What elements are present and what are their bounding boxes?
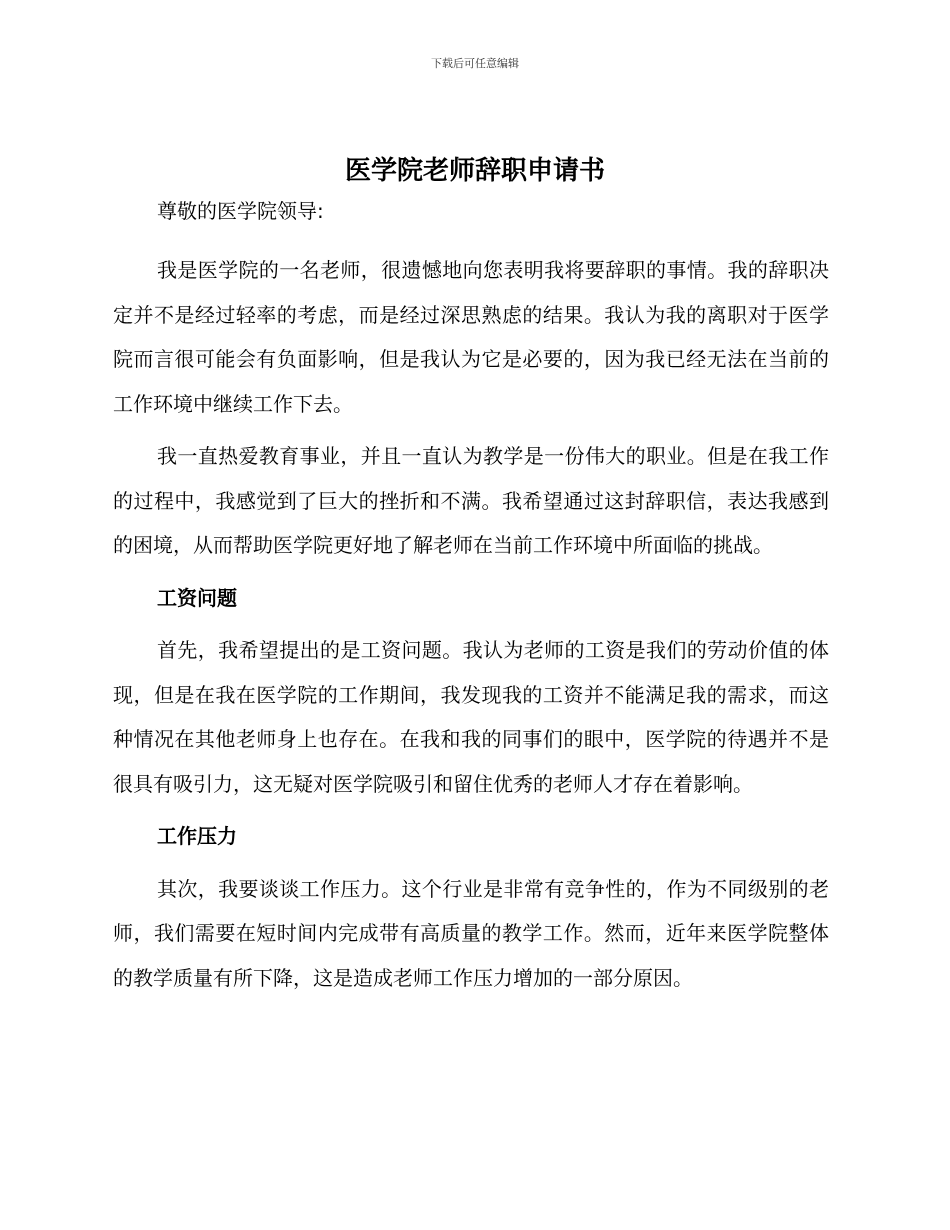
- document-title: 医学院老师辞职申请书: [344, 156, 605, 186]
- salutation: 尊敬的医学院领导:: [157, 199, 324, 223]
- header-note: 下载后可任意编辑: [431, 57, 519, 70]
- section-body-pressure: 其次，我要谈谈工作压力。这个行业是非常有竞争性的，作为不同级别的老师，我们需要在短时间内完成带有高质量的教学工作。然而，近年来医学院整体的教学质量有所下降，这是造成老师工作压力增加的一部分原因。: [113, 876, 829, 990]
- section-heading-pressure: 工作压力: [157, 824, 237, 848]
- paragraph-intro: 我是医学院的一名老师，很遗憾地向您表明我将要辞职的事情。我的辞职决定并不是经过轻率的考虑，而是经过深思熟虑的结果。我认为我的离职对于医学院而言很可能会有负面影响，但是我认为它是必要的，因为我已经无法在当前的工作环境中继续工作下去。: [113, 258, 829, 416]
- document-body: [113, 196, 829, 1008]
- section-heading-salary: 工资问题: [157, 585, 237, 610]
- section-body-salary: 首先，我希望提出的是工资问题。我认为老师的工资是我们的劳动价值的体现，但是在我在医学院的工作期间，我发现我的工资并不能满足我的需求，而这种情况在其他老师身上也存在。在我和我的同事们的眼中，医学院的待遇并不是很具有吸引力，这无疑对医学院吸引和留住优秀的老师人才存在着影响。: [113, 638, 829, 796]
- paragraph-motivation: 我一直热爱教育事业，并且一直认为教学是一份伟大的职业。但是在我工作的过程中，我感觉到了巨大的挫折和不满。我希望通过这封辞职信，表达我感到的困境，从而帮助医学院更好地了解老师在当前工作环境中所面临的挑战。: [113, 444, 829, 557]
